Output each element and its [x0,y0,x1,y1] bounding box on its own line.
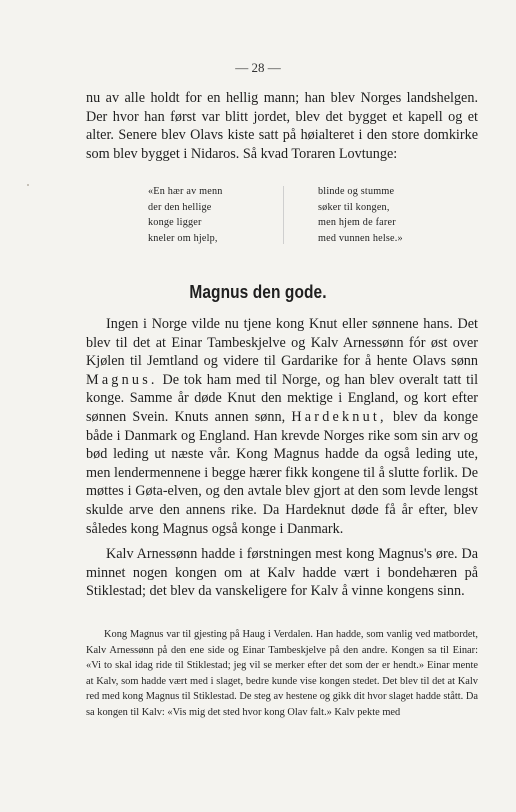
main-text-part: blev da konge både i Danmark og England. Han krevde Norges rike som sin arv og bød leding ut næste vår. Kong Magnus hadde da også leding ute, men lendermennene i begge hærer fikk kongene til å slutte forlik. De møttes i Gøta-elven, og den avtale blev gjort at den som levde lengst skulde arve den annens rike. Da Hardeknut døde få år efter, blev således kong Magnus også konge i Danmark. [86,408,478,537]
small-print-text: Kong Magnus var til gjesting på Haug i Verdalen. Han hadde, som vanlig ved matbordet, Kalv Arnessønn på den ene side og Einar Tambeskjelve på den andre. Kongen sa til Einar: «Vi to skal idag ride til Stiklestad; jeg vil se merker efter det som der er hendt.» Einar mente at Kalv, som hadde vært med i slaget, bedre kunde vise kongen stedet. Det blev til det at Kalv red med kong Magnus til Stiklestad. De steg av hestene og gikk dit hvor slaget hadde stått. Da sa kongen til Kalv: «Vis mig det sted hvor kong Olav falt.» Kalv pekte med [86,629,478,718]
kalv-text: Kalv Arnessønn hadde i førstningen mest kong Magnus's øre. Da minnet nogen kongen om at Kalv hadde vært i bondehæren på Stiklestad; det blev da vanskeligere for Kalv å vinne kongens sinn. [86,546,478,600]
poem-line: konge ligger [148,217,202,228]
spaced-name-hardeknut: Hardeknut, [291,408,387,425]
main-paragraph [86,315,478,538]
paper-speck [27,184,29,186]
section-heading: Magnus den gode. [189,282,327,302]
spaced-name-magnus: Magnus. [86,371,158,388]
page-number: — 28 — [235,60,281,75]
main-text [86,315,478,538]
intro-paragraph [86,89,478,163]
poem-line: blinde og stumme [318,186,395,197]
small-print-passage [86,627,478,721]
poem-divider [283,186,284,244]
intro-text: nu av alle holdt for en hellig mann; han blev Norges landshelgen. Der hvor han først var blitt jordet, blev det bygget et kapell og et alter. Senere blev Olavs kiste satt på høialteret i den store domkirke som blev bygget i Nidaros. Så kvad Toraren Lovtunge: [86,90,478,162]
kalv-paragraph [86,545,478,601]
poem-line: «En hær av menn [148,186,223,197]
poem-line: med vunnen helse.» [318,232,403,244]
poem-column-left [148,184,223,246]
poem-line: der den hellige [148,201,212,213]
main-text-part: Ingen i Norge vilde nu tjene kong Knut eller sønnene hans. Det blev til det at Einar Tambeskjelve og Kalv Arnessønn fór øst over Kjølen til Jemtland og videre til Gardarike for å hente Olavs sønn [86,316,478,370]
main-text-part: De tok ham med til Norge, og han blev overalt tatt til konge. Samme år døde Knut den mektige i England, og kort efter sønnen Svein. Knuts annen sønn, [86,371,479,425]
poem-line: kneler om hjelp, [148,232,218,244]
poem-quote [148,184,448,248]
poem-line: men hjem de farer [318,217,396,228]
poem-column-right [318,184,403,246]
poem-line: søker til kongen, [318,201,390,213]
